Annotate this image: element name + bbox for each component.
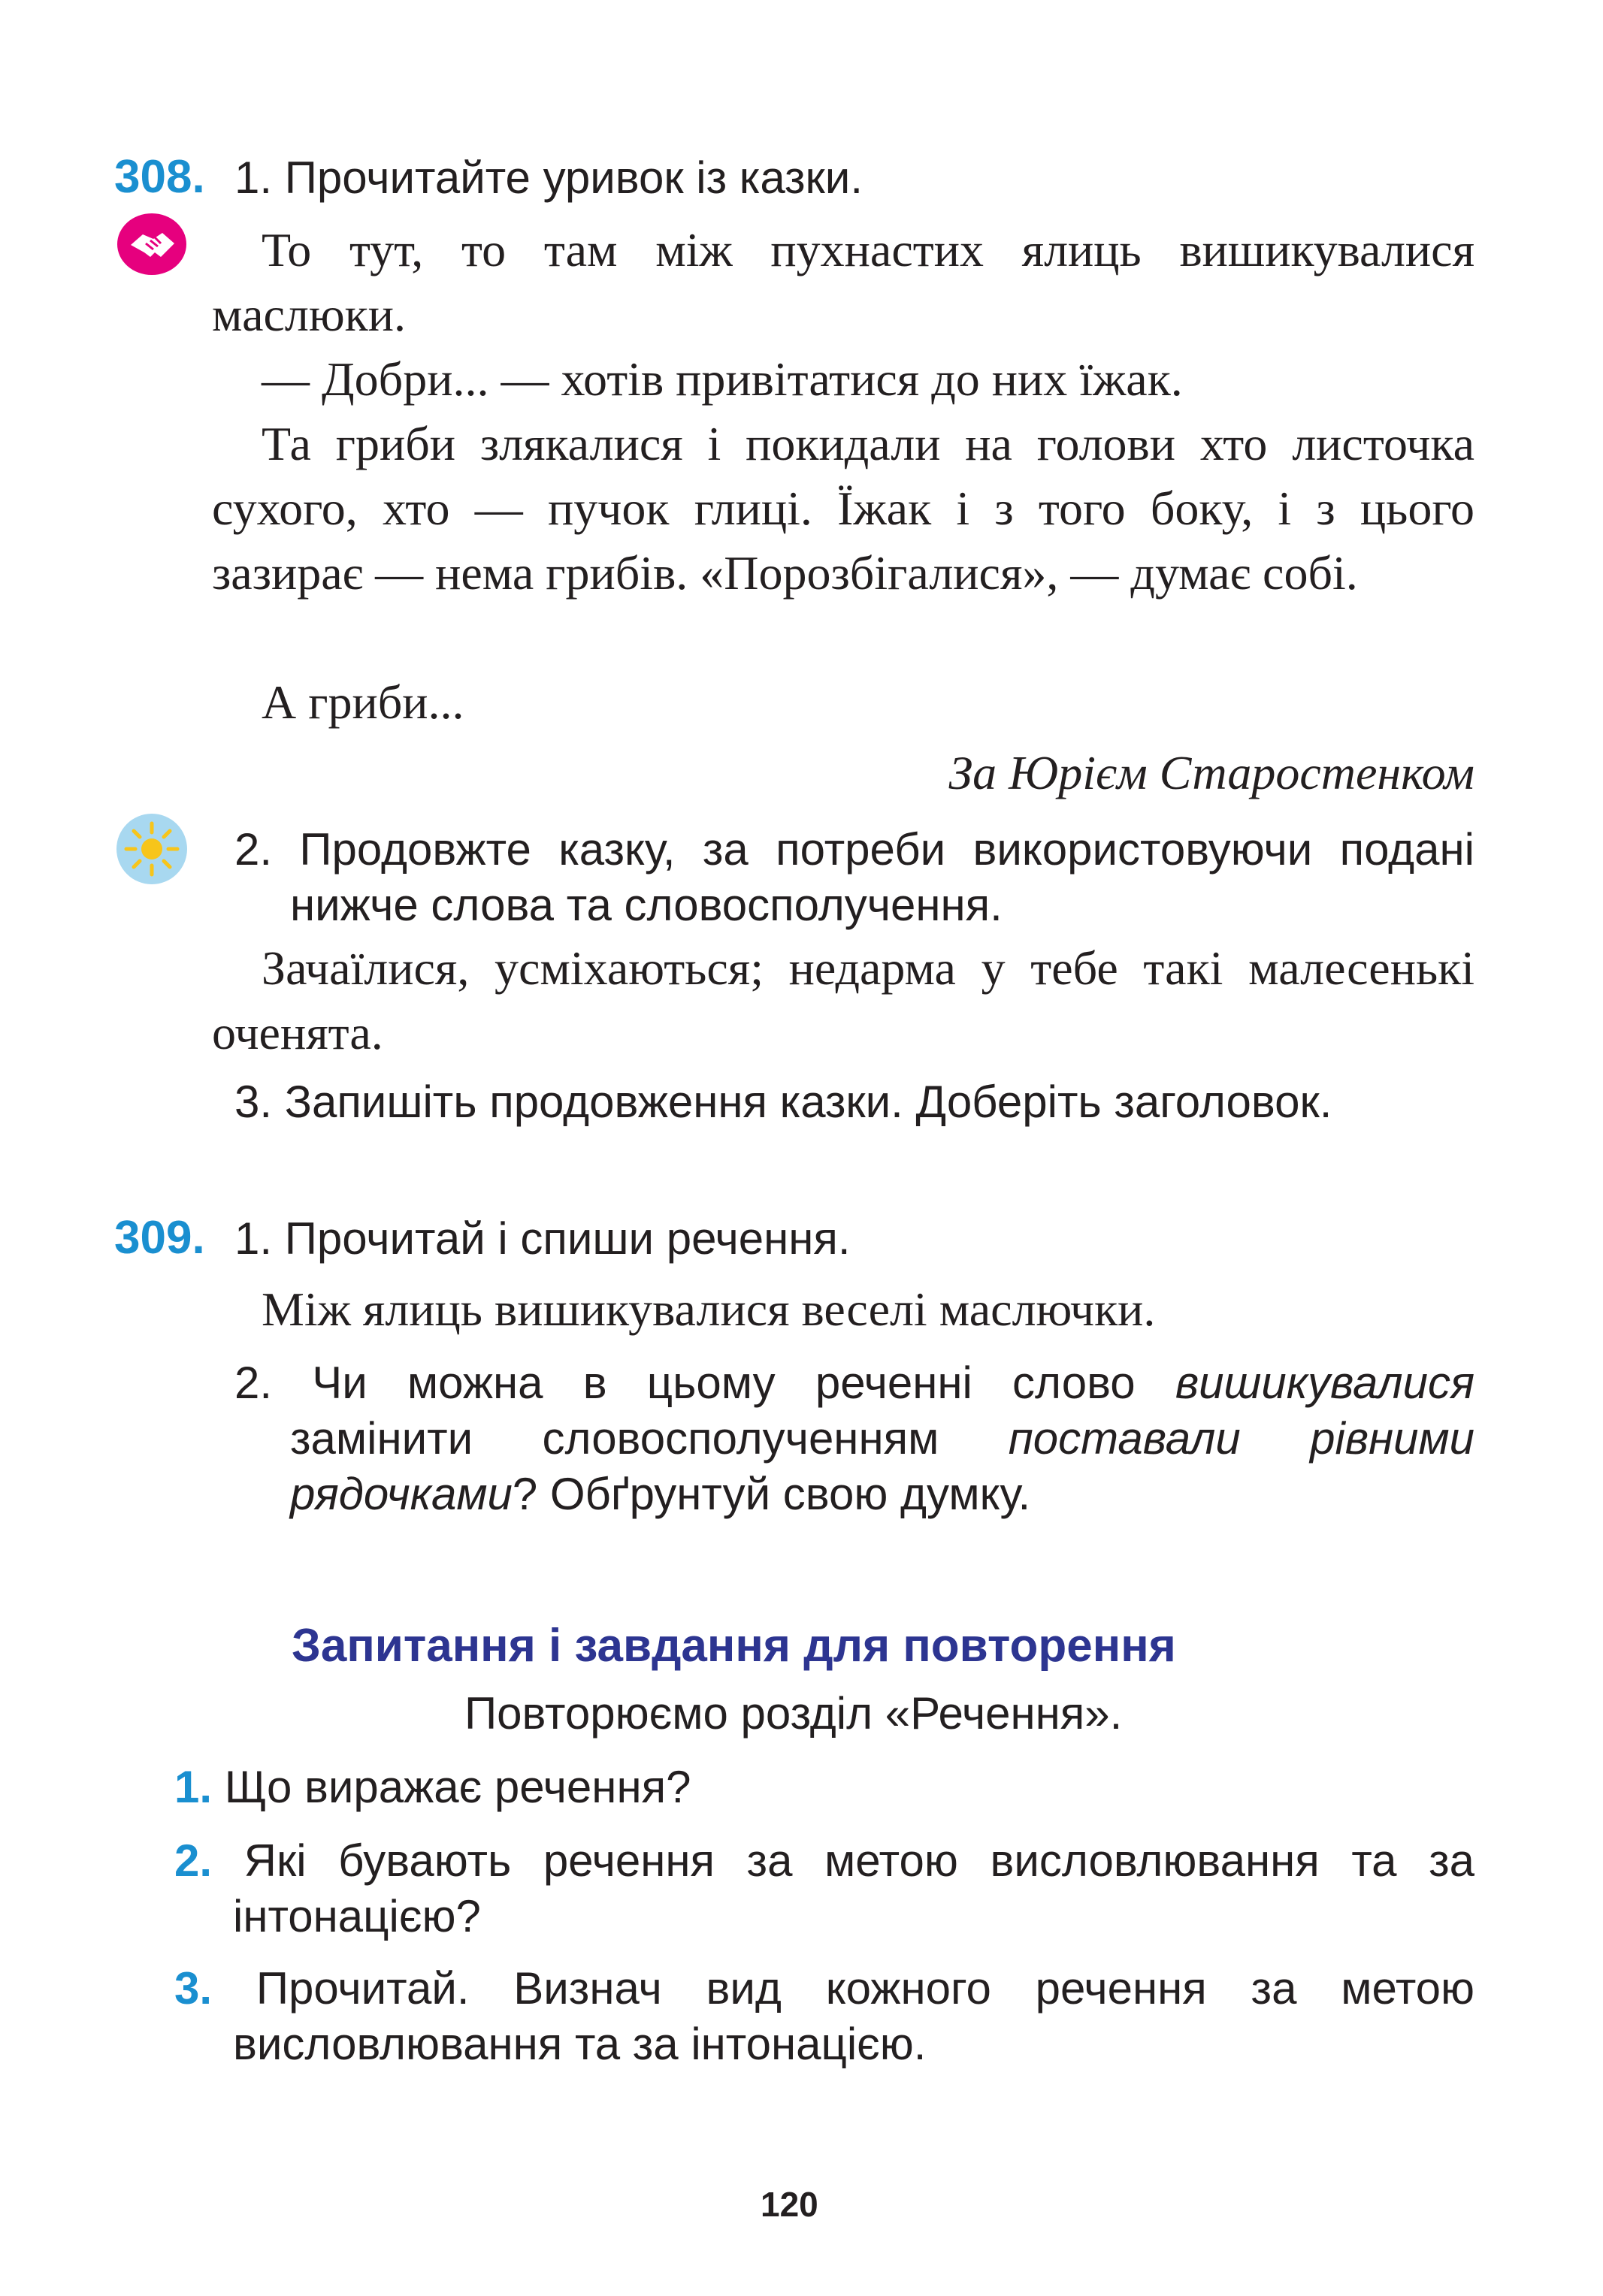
exercise-number-309: 309. bbox=[114, 1212, 205, 1264]
ex308-task-3: 3. Запишіть продовження казки. Доберіть заголовок. bbox=[234, 1077, 1332, 1127]
question-text: Прочитай. Визнач вид кожного речення за метою висловлювання та за інтонацією. bbox=[233, 1963, 1475, 2069]
review-question bbox=[174, 1833, 1474, 1944]
question-number: 3. bbox=[174, 1963, 213, 2014]
ex309-task-1: 1. Прочитай і спиши речення. bbox=[234, 1213, 851, 1264]
ex308-word-bank: Зачаїлися, усміхаються; недарма у тебе такі малесенькі оченята. bbox=[212, 941, 1474, 1059]
story-paragraph-1: То тут, то там між пухнастих ялиць вишикувалися маслюки. bbox=[212, 223, 1474, 341]
question-text: Що виражає речення? bbox=[224, 1762, 691, 1812]
review-subheading: Повторюємо розділ «Речення». bbox=[464, 1688, 1123, 1739]
ex309-sentence: Між ялиць вишикувалися веселі маслючки. bbox=[262, 1282, 1156, 1336]
page-number: 120 bbox=[761, 2185, 818, 2224]
story-paragraph-2: — Добри... — хотів привітатися до них їжак. bbox=[262, 352, 1183, 406]
review-question bbox=[174, 1760, 1474, 1815]
ex309-task-2-phrase: поставали рівними рядочками bbox=[290, 1413, 1474, 1519]
story-paragraph-3: Та гриби злякалися і покидали на голови хто листочка сухого, хто — пучок глиці. Їжак і з того боку, і з цього зазирає — нема грибів. «Порозбігалися», — думає собі. bbox=[212, 417, 1474, 600]
handshake-icon bbox=[116, 212, 188, 276]
question-text: Які бувають речення за метою висловлювання та за інтонацією? bbox=[233, 1835, 1474, 1941]
review-question bbox=[174, 1961, 1474, 2072]
ex309-task-2-text-a: 2. Чи можна в цьому реченні слово bbox=[234, 1358, 1175, 1408]
story-paragraph-4: А гриби... bbox=[262, 675, 464, 729]
ex309-task-2-word: вишикувалися bbox=[1175, 1358, 1474, 1408]
review-heading: Запитання і завдання для повторення bbox=[292, 1620, 1176, 1672]
ex309-task-2-text-b: замінити словосполученням bbox=[290, 1413, 1009, 1464]
question-number: 2. bbox=[174, 1835, 213, 1886]
story-author: За Юрієм Старостенком bbox=[948, 746, 1474, 799]
question-number: 1. bbox=[174, 1762, 213, 1812]
ex308-task-1: 1. Прочитайте уривок із казки. bbox=[234, 153, 863, 203]
ex309-task-2-text-c: ? Обґрунтуй свою думку. bbox=[512, 1469, 1031, 1519]
ex308-task-2: 2. Продовжте казку, за потреби використовуючи подані нижче слова та словосполучення. bbox=[234, 824, 1474, 930]
exercise-number-308: 308. bbox=[114, 151, 205, 203]
sun-icon bbox=[116, 813, 188, 885]
ex309-task-2 bbox=[234, 1355, 1474, 1522]
